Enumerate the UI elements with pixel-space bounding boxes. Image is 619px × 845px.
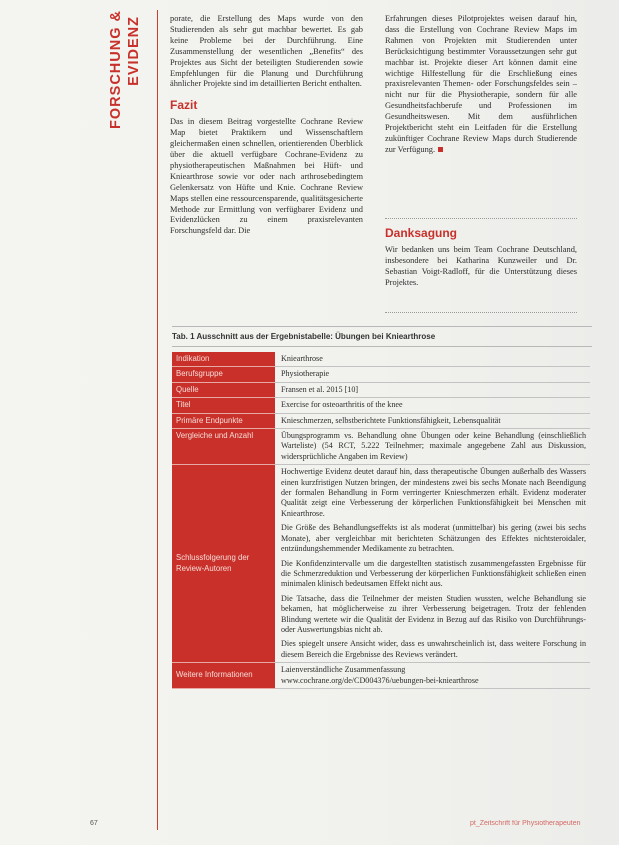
conclusion-paragraph-4: Die Tatsache, dass die Teilnehmer der meisten Studien wussten, welche Behandlung sie bekamen, hat möglicherweise zu ihrer Verbesserung beigetragen. Trotz der fehlenden Blindung wertete wir die Qualität der Evidenz in Bezug auf das Risiko von Durchführungs- oder Auswertungsbias nicht ab.	[281, 593, 586, 634]
table-row	[172, 413, 590, 428]
row-value	[275, 465, 590, 663]
brand-line-2: EVIDENZ	[126, 16, 142, 86]
table-top-rule	[172, 326, 592, 327]
results-table	[172, 352, 590, 689]
row-label: Berufsgruppe	[172, 367, 275, 382]
more-info-link[interactable]: www.cochrane.org/de/CD004376/uebungen-bei-kniearthrose	[281, 675, 479, 685]
section-divider	[385, 218, 577, 219]
table-row-more	[172, 663, 590, 689]
row-value: Knieschmerzen, selbstberichtete Funktionsfähigkeit, Lebensqualität	[275, 413, 590, 428]
margin-rule	[157, 10, 158, 830]
row-value	[275, 663, 590, 689]
section-brand	[108, 10, 154, 170]
row-label: Titel	[172, 398, 275, 413]
more-info-summary: Laienverständliche Zusammenfassung	[281, 665, 406, 675]
pilot-paragraph	[385, 14, 577, 156]
table-row	[172, 352, 590, 367]
row-label: Quelle	[172, 382, 275, 397]
page-number: 67	[90, 820, 98, 827]
table-row	[172, 367, 590, 382]
row-label: Primäre Endpunkte	[172, 413, 275, 428]
row-value: Kniearthrose	[275, 352, 590, 367]
conclusion-paragraph-5: Dies spiegelt unsere Ansicht wider, dass es unwahrscheinlich ist, dass weitere Forschung in diesem Bereich die Ergebnisse des Reviews verändert.	[281, 639, 586, 659]
row-value: Physiotherapie	[275, 367, 590, 382]
row-label: Weitere Informationen	[172, 663, 275, 689]
table-caption: Tab. 1 Ausschnitt aus der Ergebnistabelle: Übungen bei Kniearthrose	[172, 332, 436, 341]
acknowledgement-block	[385, 228, 577, 289]
conclusion-paragraph-2: Die Größe des Behandlungseffekts ist als moderat (unmittelbar) bis gering (zwei bis sechs Monate), aber vergleichbar mit berichteten Schätzungen des Effektes nichtsteroidaler, entzündungshemmender Medikamente zu betrachten.	[281, 523, 586, 554]
fazit-paragraph: Das in diesem Beitrag vorgestellte Cochrane Review Map bietet Praktikern und Wissenschaftlern gleichermaßen einen schnellen, orientierenden Überblick über die aktuell verfügbare Cochrane-Evidenz zu physiotherapeutischen Maßnahmen bei Hüft- und Kniearthrose sowie vor oder nach arthrosebedingtem Gelenkersatz von Hüfte und Knie. Cochrane Review Maps stellen eine ressourcensparende, qualitätsgesicherte Methode zur Ermittlung von verfügbarer Evidenz und Evidenzlücken zu einem praxisrelevanten Forschungsfeld dar. Die	[170, 117, 363, 236]
heading-fazit: Fazit	[170, 98, 198, 113]
table-row	[172, 398, 590, 413]
heading-danksagung: Danksagung	[385, 226, 458, 240]
end-mark-icon	[438, 147, 443, 152]
table-row-conclusion	[172, 465, 590, 663]
row-label: Schlussfolgerung der Review-Autoren	[172, 465, 275, 663]
pilot-text: Erfahrungen dieses Pilotprojektes weisen darauf hin, dass die Erstellung von Cochrane Review Maps im Rahmen von Projekten mit Studierenden unter Berücksichtigung bestimmter Voraussetzungen sehr gut machbar ist. Projekte dieser Art können damit eine wichtige Hilfestellung für die Erschließung eines praxisrelevanten Themen- oder Forschungsfeldes sein – nicht nur für die Physiotherapie, sondern für alle Gesundheitsfachberufe und Professionen im Gesundheitswesen. Mit dem ausführlichen Projektbericht steht ein Leitfaden für die Erstellung zukünftiger Cochrane Review Maps durch Studierende zur Verfügung.	[385, 14, 577, 154]
conclusion-paragraph-3: Die Konfidenzintervalle um die dargestellten statistisch zusammengefassten Ergebnisse für die Schmerzreduktion und Verbesserung der körperlichen Funktionsfähigkeit schließen einen minimalen klinisch bedeutsamen Effekt nicht aus.	[281, 558, 586, 589]
row-label: Vergleiche und Anzahl	[172, 429, 275, 465]
left-column	[170, 14, 363, 237]
intro-paragraph: porate, die Erstellung des Maps wurde von den Studierenden als sehr gut machbar bewertet. Es gab keine Probleme bei der Durchführung. Eine Zusammenstellung der wesentlichen „Benefits“ des Projektes aus Sicht der beteiligten Studierenden sowie Empfehlungen für die Planung und Durchführung ähnlicher Projekte sind im detaillierten Bericht enthalten.	[170, 14, 363, 89]
row-label: Indikation	[172, 352, 275, 367]
right-column	[385, 14, 577, 156]
conclusion-paragraph-1: Hochwertige Evidenz deutet darauf hin, dass therapeutische Übungen außerhalb des Wassers einen kurzfristigen Nutzen bringen, der mindestens zwei bis sechs Monate nach Beendigung der formalen Behandlung in Form verringerter Knieschmerzen erhält. Evidenz moderater Qualität zeigt eine Verbesserung der körperlichen Funktionsfähigkeit bei Menschen mit Kniearthrose.	[281, 467, 586, 518]
section-divider-2	[385, 312, 577, 313]
thanks-paragraph: Wir bedanken uns beim Team Cochrane Deutschland, insbesondere bei Katharina Kunzweiler und Dr. Sebastian Voigt-Radloff, für die Unterstützung dieses Projektes.	[385, 244, 577, 287]
table-row	[172, 429, 590, 465]
brand-line-1: FORSCHUNG &	[108, 10, 124, 129]
row-value: Übungsprogramm vs. Behandlung ohne Übungen oder keine Behandlung (einschließlich Warteliste) (54 RCT, 5.222 Teilnehmer; maximale angegebene Zahl aus Diskussion, widersprüchliche Angaben im Review)	[275, 429, 590, 465]
row-value: Exercise for osteoarthritis of the knee	[275, 398, 590, 413]
table-caption-rule	[172, 346, 592, 347]
row-value: Fransen et al. 2015 [10]	[275, 382, 590, 397]
journal-name: pt_Zeitschrift für Physiotherapeuten	[470, 820, 581, 827]
table-row	[172, 382, 590, 397]
